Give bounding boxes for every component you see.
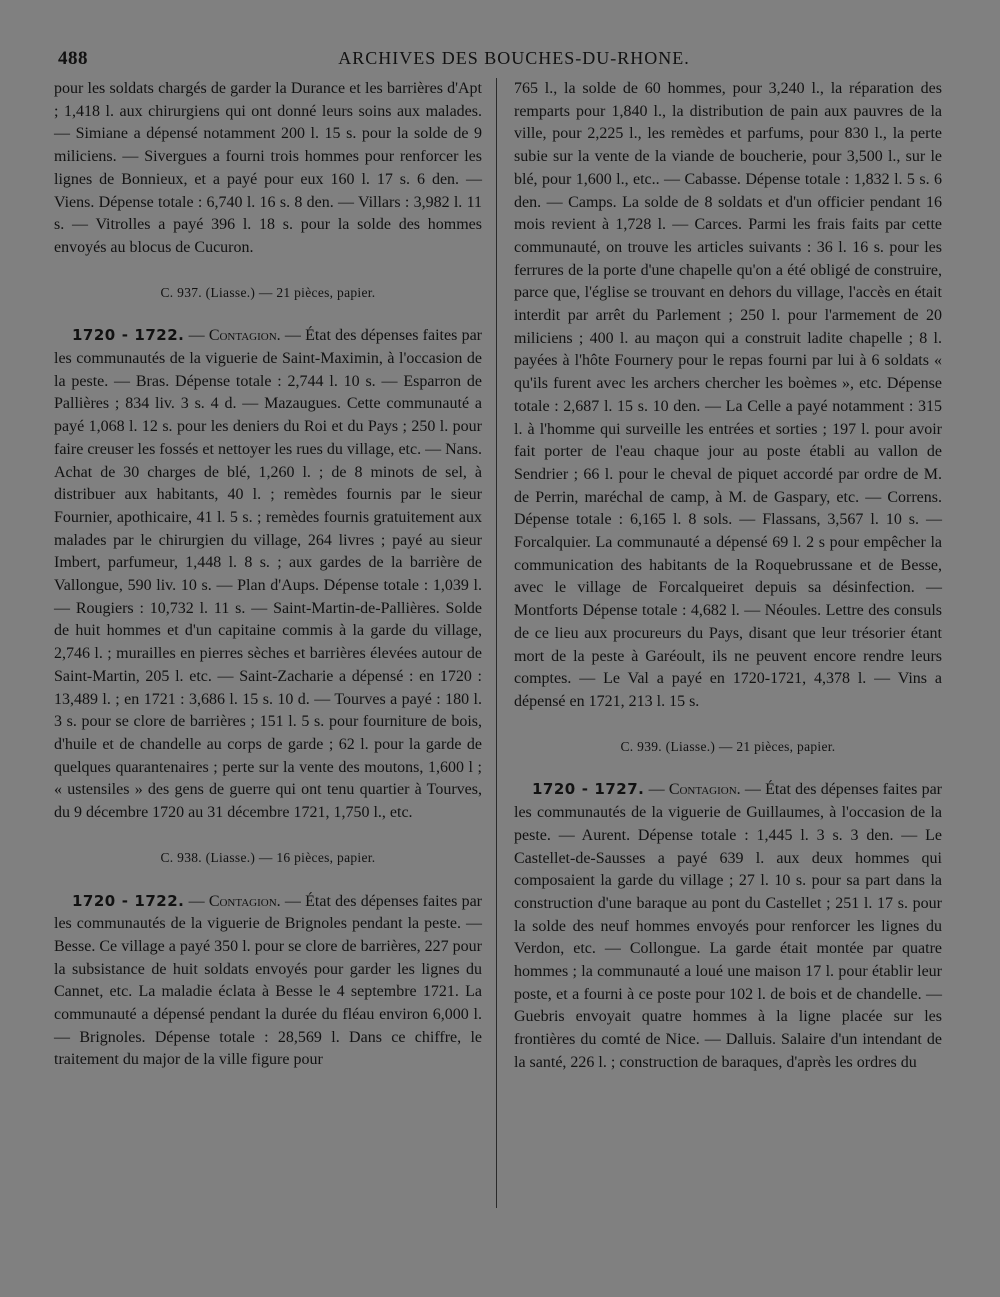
right-column [514,78,942,1075]
entry-heading: — Contagion. [188,892,281,910]
entry-heading: — Contagion. [648,781,741,799]
page-header [58,48,970,76]
entry-dates: 1720 - 1722. [72,891,185,910]
entry-c937 [54,324,482,824]
entry-text: — État des dépenses faites par les communautés de la viguerie de Saint-Maximin, à l'occasion de la peste. — Bras. Dépense totale : 2,744 l. 10 s. — Esparron de Pallières ; 834 liv. 3 s. 4 d. — Mazaugues. Cette communauté a payé 1,068 l. 12 s. pour les deniers du Roi et du Pays ; 250 l. pour faire creuser les fossés et nettoyer les rues du village, etc. — Nans. Achat de 30 charges de blé, 1,260 l. ; de 8 minots de sel, à distribuer aux habitants, 40 l. ; remèdes fournis par le sieur Fournier, apothicaire, 41 l. 5 s. ; remèdes fournis gratuitement aux malades par le chirurgien du village, 264 livres ; payé au sieur Imbert, parfumeur, 1,448 l. 8 s. ; aux gardes de la barrière de Vallongue, 590 liv. 10 s. — Plan d'Aups. Dépense totale : 1,039 l. — Rougiers : 10,732 l. 11 s. — Saint-Martin-de-Pallières. Solde de huit hommes et d'un capitaine commis à la garde du village, 2,746 l. ; murailles en pierres sèches et barrières élevées autour de Saint-Martin, 205 l. etc. — Saint-Zacharie a dépensé : en 1720 : 13,489 l. ; en 1721 : 3,686 l. 15 s. 10 d. — Tourves a payé : 180 l. 3 s. pour se clore de barrières ; 151 l. 5 s. pour fourniture de bois, d'huile et de chandelle au corps de garde ; 62 l. pour la garde de quelques quarantenaires ; perte sur la vente des moutons, 1,600 l ; « ustensiles » des gens de guerre qui ont tenu quartier à Tourves, du 9 décembre 1720 au 31 décembre 1721, 1,750 l., etc. [54,327,482,822]
entry-text: — État des dépenses faites par les communautés de la viguerie de Brignoles pendant la peste. — Besse. Ce village a payé 350 l. pour se clore de barrières, 227 pour la subsistance de huit soldats envoyés pour garder les lignes du Cannet, etc. La maladie éclata à Besse le 4 septembre 1721. La communauté a dépensé pendant la durée du fléau environ 6,000 l. — Brignoles. Dépense totale : 28,569 l. Dans ce chiffre, le traitement du major de la ville figure pour [54,892,482,1069]
continuation-paragraph: 765 l., la solde de 60 hommes, pour 3,240 l., la réparation des remparts pour 1,840 l., la distribution de pain aux pauvres de la ville, pour 2,225 l., les remèdes et parfums, pour 830 l., la perte subie sur la vente de la viande de boucherie, pour 3,500 l., sur le blé, pour 1,600 l., etc.. — Cabasse. Dépense totale : 1,832 l. 5 s. 6 den. — Camps. La solde de 8 soldats et d'un officier pendant 16 mois revient à 1,728 l. — Carces. Parmi les frais faits par cette communauté, on trouve les articles suivants : 36 l. 16 s. pour les ferrures de la porte d'une chapelle qu'on a été obligé de construire, parce que, l'église se trouvant en dehors du village, l'accès en était interdit par arrêt du Parlement ; 250 l. pour l'armement de 20 miliciens ; 400 l. au maçon qui a construit ladite chapelle ; 8 l. payées à l'hôte Fournery pour le repas fourni par lui à 6 soldats « qu'ils furent avec les archers chercher les boèmes », etc. Dépense totale : 2,687 l. 15 s. 10 den. — La Celle a payé notamment : 315 l. à l'homme qui surveille les entrées et sorties ; 197 l. pour avoir fait porter de l'eau chaque jour au poste établi au vallon de Sendrier ; 66 l. pour le cheval de piquet accordé par ordre de M. de Perrin, maréchal de camp, à M. de Gaspary, etc. — Correns. Dépense totale : 6,165 l. 8 sols. — Flassans, 3,567 l. 10 s. — Forcalquier. La communauté a dépensé 69 l. 2 s pour empêcher la communication des habitants de la Roquebrussane et de Besse, avec le village de Forcalqueiret depuis sa désinfection. — Montforts Dépense totale : 4,682 l. — Néoules. Lettre des consuls de ce lieu aux procureurs du Pays, disant que leur trésorier étant mort de la peste à Garéoult, ils ne peuvent encore rendre leurs comptes. — Le Val a payé en 1720-1721, 4,378 l. — Vins a dépensé en 1721, 213 l. 15 s. [514,80,942,710]
page-number: 488 [58,48,88,69]
notice-c939: C. 939. (Liasse.) — 21 pièces, papier. [620,738,836,754]
entry-c939 [514,778,942,1074]
entry-heading: — Contagion. [188,327,281,345]
notice-c938: C. 938. (Liasse.) — 16 pièces, papier. [160,849,376,865]
entry-dates: 1720 - 1727. [532,780,645,799]
entry-text: — État des dépenses faites par les communautés de la viguerie de Guillaumes, à l'occasion de la peste. — Aurent. Dépense totale : 1,445 l. 3 s. 3 den. — Le Castellet-de-Sausses a payé 639 l. aux deux hommes qui composaient la garde du village ; 27 l. 10 s. pour sa part dans la construction d'une baraque au pont du Castellet ; 251 l. 17 s. pour la solde des neuf hommes envoyés pour renforcer les lignes du Verdon, etc. — Collongue. La garde était montée par quatre hommes ; la communauté a loué une maison 17 l. pour établir leur poste, et a fourni à ce poste pour 102 l. de bois et de chandelle. — Guebris envoyait quatre hommes à la ligne placée sur les frontières du comté de Nice. — Dalluis. Salaire d'un intendant de la santé, 226 l. ; construction de baraques, d'après les ordres du [514,781,942,1071]
entry-dates: 1720 - 1722. [72,326,185,345]
entry-c938 [54,890,482,1073]
column-divider [496,78,497,1208]
continuation-paragraph: pour les soldats chargés de garder la Durance et les barrières d'Apt ; 1,418 l. aux chirurgiens qui ont donné leurs soins aux malades. — Simiane a dépensé notamment 200 l. 15 s. pour la solde de 9 miliciens. — Sivergues a fourni trois hommes pour renforcer les lignes de Bonnieux, et a payé pour eux 160 l. 17 s. 6 den. — Viens. Dépense totale : 6,740 l. 16 s. 8 den. — Villars : 3,982 l. 11 s. — Vitrolles a payé 396 l. 18 s. pour la solde des hommes envoyés au blocus de Cucuron. [54,80,482,256]
notice-c937: C. 937. (Liasse.) — 21 pièces, papier. [160,284,376,300]
running-title: ARCHIVES DES BOUCHES-DU-RHONE. [338,48,690,68]
left-column [54,78,482,1072]
